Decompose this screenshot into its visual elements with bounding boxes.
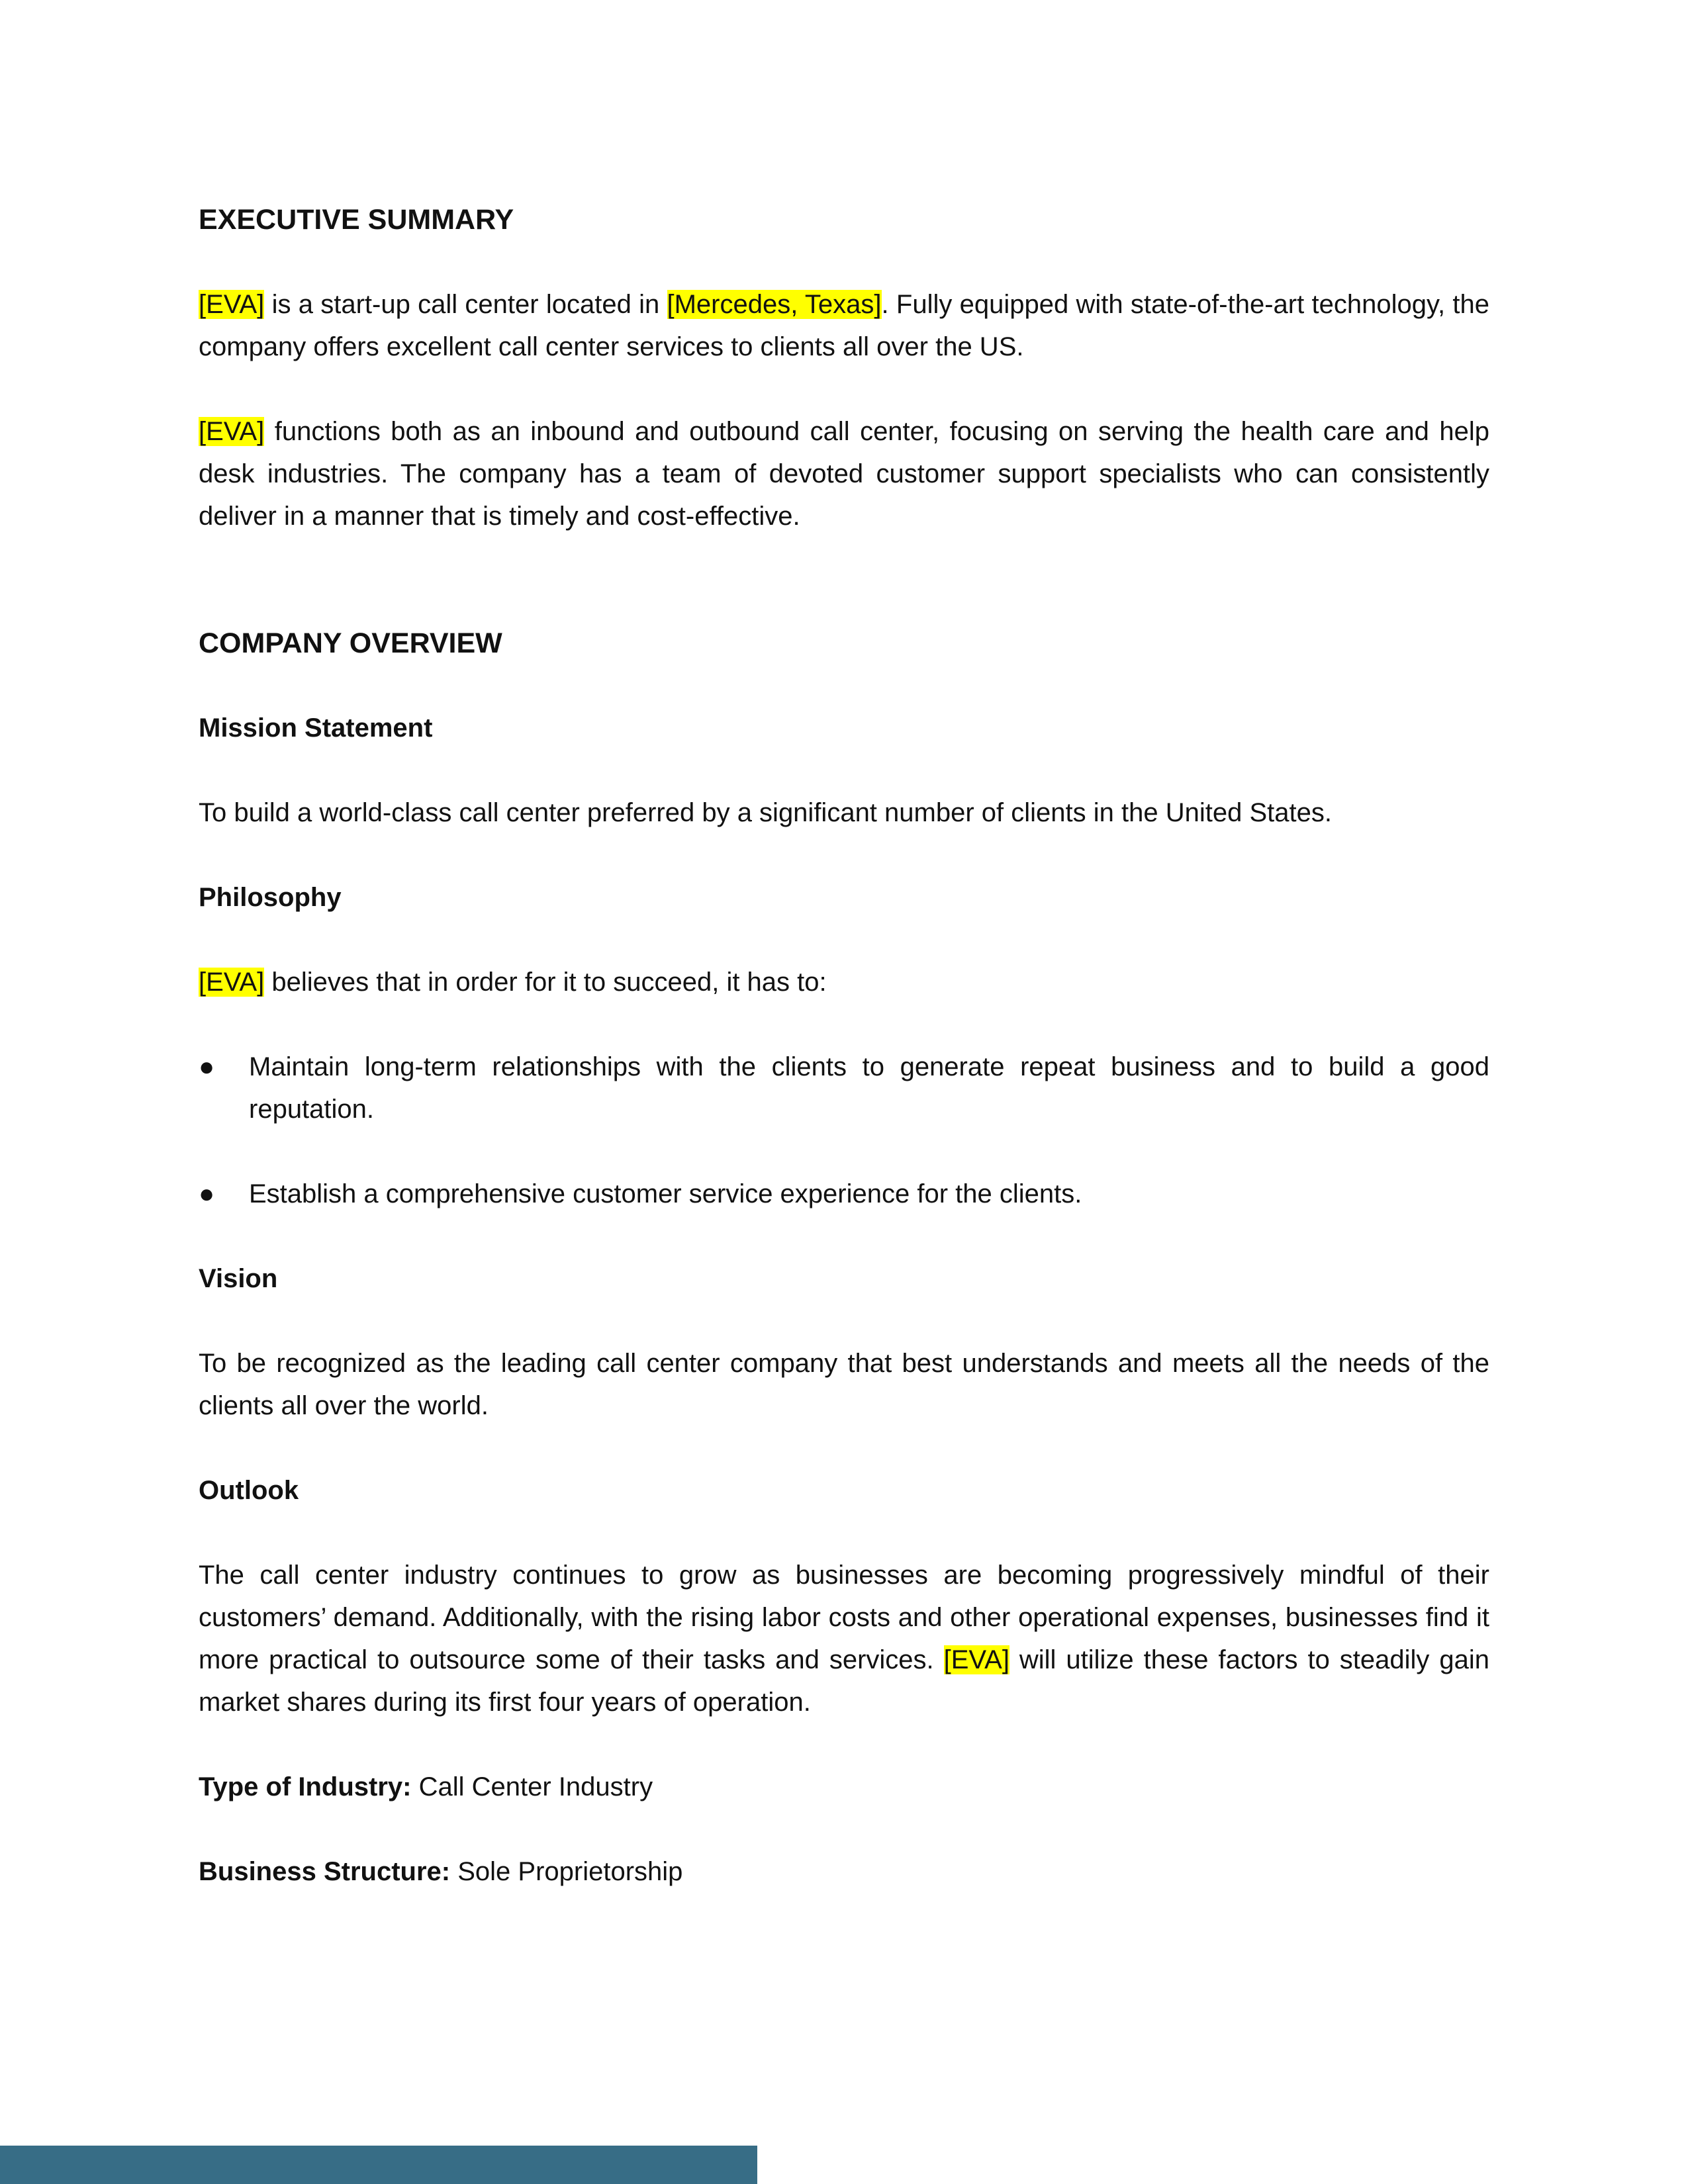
vision-text: To be recognized as the leading call center company that best understands and meets all the needs of the clients all over the world. [199, 1349, 1489, 1420]
mission-statement-text: To build a world-class call center preferred by a significant number of clients in the United States. [199, 798, 1332, 827]
outlook-text: The call center industry continues to grow as businesses are becoming progressively mindful of their customers’ demand. Additionally, with the rising labor costs and other operational expenses, businesses find it more practical to outsource some of their tasks and services. [EVA] will utilize these factors to steadily gain market shares during its first four years of operation. [199, 1561, 1489, 1717]
document-page [199, 199, 1489, 1893]
type-of-industry [199, 1766, 1489, 1808]
philosophy-bullet-list [199, 1046, 1489, 1215]
footer-accent-bar [0, 2146, 757, 2184]
outlook-heading: Outlook [199, 1476, 299, 1505]
executive-summary-paragraph-2: [EVA] functions both as an inbound and outbound call center, focusing on serving the health care and help desk industries. The company has a team of devoted customer support specialists who can consistently deliver in a manner that is timely and cost-effective. [199, 417, 1489, 531]
executive-summary-heading: EXECUTIVE SUMMARY [199, 204, 514, 236]
list-item: ● Maintain long-term relationships with the clients to generate repeat business and to build a good reputation. [199, 1046, 1489, 1130]
executive-summary-paragraph-1: [EVA] is a start-up call center located in [Mercedes, Texas]. Fully equipped with state-of-the-art technology, the company offers excellent call center services to clients all over the US. [199, 290, 1489, 361]
business-structure-value: Sole Proprietorship [450, 1857, 683, 1886]
type-of-industry-label: Type of Industry: [199, 1772, 412, 1801]
business-structure [199, 1850, 1489, 1893]
location-placeholder: [Mercedes, Texas] [667, 290, 882, 319]
company-name-placeholder: [EVA] [199, 417, 265, 446]
company-name-placeholder: [EVA] [199, 290, 265, 319]
type-of-industry-value: Call Center Industry [411, 1772, 653, 1801]
bullet-icon: ● [199, 1179, 215, 1208]
list-item: ● Establish a comprehensive customer service experience for the clients. [199, 1173, 1489, 1215]
company-name-placeholder: [EVA] [943, 1645, 1009, 1674]
philosophy-intro: [EVA] believes that in order for it to succeed, it has to: [199, 968, 827, 997]
philosophy-heading: Philosophy [199, 883, 342, 912]
vision-heading: Vision [199, 1264, 278, 1293]
business-structure-label: Business Structure: [199, 1857, 451, 1886]
company-overview-heading: COMPANY OVERVIEW [199, 627, 502, 659]
bullet-icon: ● [199, 1052, 215, 1081]
company-name-placeholder: [EVA] [199, 968, 265, 997]
mission-statement-heading: Mission Statement [199, 713, 433, 743]
